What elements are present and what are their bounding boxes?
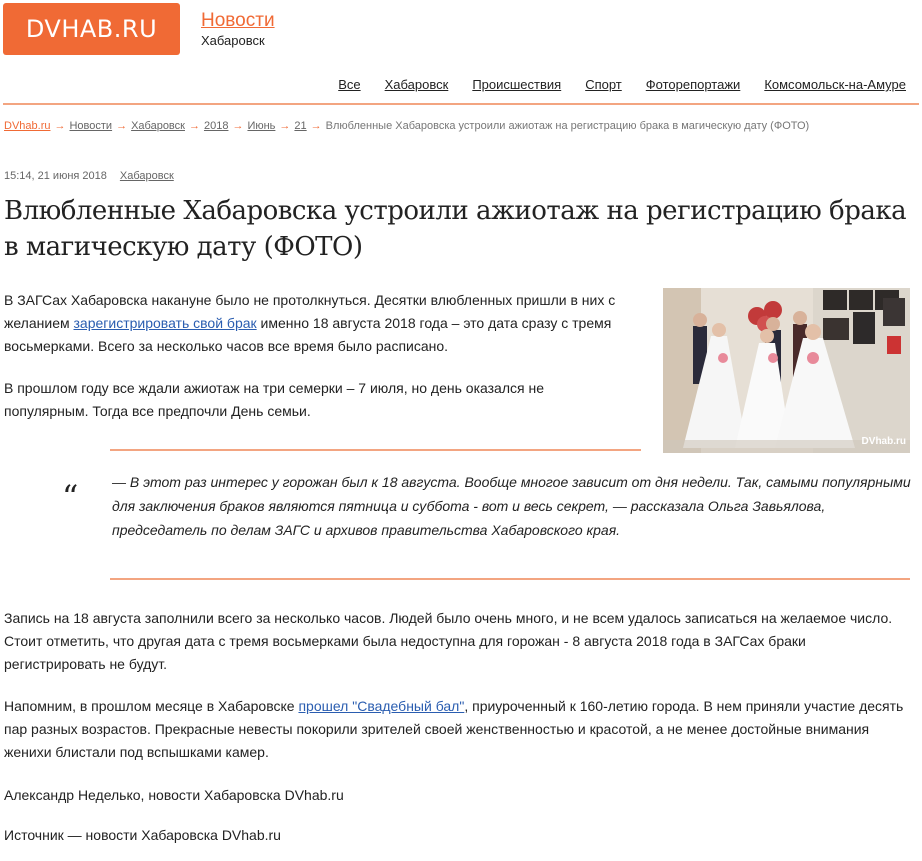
nav-item-sport[interactable]: Спорт: [585, 77, 622, 92]
breadcrumb-arrow-icon: →: [279, 120, 291, 132]
paragraph-4-text-end: , приуроченный к 160-летию города. В нем приняли участие десять пар разных возрастов. Прекрасные невесты покорили зрителей своей женственностью и красотой, а не менее достойные внимания женихи блистали под вспышками камер.: [4, 698, 904, 760]
breadcrumb-city[interactable]: Хабаровск: [131, 120, 185, 132]
article-meta: [4, 170, 174, 182]
breadcrumb-year[interactable]: 2018: [203, 120, 229, 132]
paragraph-1: [4, 289, 642, 358]
article-datetime: 15:14, 21 июня 2018: [4, 170, 107, 182]
breadcrumb-arrow-icon: →: [116, 120, 128, 132]
section-title-link[interactable]: Новости: [201, 10, 275, 31]
nav-item-all[interactable]: Все: [338, 77, 361, 92]
article-photo[interactable]: [663, 288, 910, 453]
photo-credit: DVhab.ru: [861, 436, 906, 447]
paragraph-2: В прошлом году все ждали ажиотаж на три семерки – 7 июля, но день оказался не популярным. Тогда все предпочли День семьи.: [4, 380, 544, 419]
article-author: Александр Неделько, новости Хабаровска DVhab.ru: [4, 787, 344, 803]
paragraph-3: Запись на 18 августа заполнили всего за несколько часов. Людей было очень много, и не всем удалось записаться на желаемое число. Стоит отметить, что другая дата с тремя восьмерками была недоступна для горожан - 8 августа 2018 года в ЗАГСах браки регистрировать не будут.: [4, 610, 893, 672]
paragraph-4: [4, 695, 909, 764]
header-divider: [3, 103, 919, 105]
quote-mark-icon: “: [62, 478, 79, 516]
article-category-link[interactable]: Хабаровск: [119, 170, 174, 182]
breadcrumb-news[interactable]: Новости: [69, 120, 113, 132]
wedding-ball-link[interactable]: прошел "Свадебный бал": [298, 698, 465, 714]
paragraph-1-text-end: именно 18 августа 2018 года – это дата сразу с тремя восьмерками. Всего за несколько часов все время было расписано.: [4, 315, 612, 354]
register-marriage-link[interactable]: зарегистрировать свой брак: [73, 315, 257, 331]
paragraph-4-text: Напомним, в прошлом месяце в Хабаровске: [4, 698, 299, 714]
quote-bottom-rule: [110, 578, 910, 580]
nav-item-komsomolsk[interactable]: Комсомольск-на-Амуре: [764, 77, 906, 92]
breadcrumb-arrow-icon: →: [310, 120, 322, 132]
breadcrumb-arrow-icon: →: [188, 120, 200, 132]
breadcrumb-home[interactable]: DVhab.ru: [4, 120, 51, 132]
nav-item-incidents[interactable]: Происшествия: [472, 77, 562, 92]
breadcrumb-current: Влюбленные Хабаровска устроили ажиотаж на регистрацию брака в магическую дату (ФОТО): [325, 120, 810, 132]
paragraph-1-text: В ЗАГСах Хабаровска накануне было не протолкнуться. Десятки влюбленных пришли в них с желанием: [4, 292, 616, 331]
section-header: [201, 10, 275, 48]
article-source: Источник — новости Хабаровска DVhab.ru: [4, 827, 281, 843]
breadcrumb-arrow-icon: →: [232, 120, 244, 132]
article-title: Влюбленные Хабаровска устроили ажиотаж на регистрацию брака в магическую дату (ФОТО): [4, 196, 907, 262]
article-quote: — В этот раз интерес у горожан был к 18 августа. Вообще многое зависит от дня недели. Так, самыми популярными для заключения браков являются пятница и суббота - вот и весь секрет, — рассказала Ольга Завьялова, председатель по делам ЗАГС и архивов правительства Хабаровского края.: [112, 474, 911, 538]
wedding-photo-image: [663, 288, 910, 453]
site-logo[interactable]: DVHAB.RU: [3, 3, 180, 55]
top-nav: [314, 77, 906, 92]
quote-top-rule: [110, 449, 641, 451]
nav-item-khabarovsk[interactable]: Хабаровск: [384, 77, 449, 92]
breadcrumb-month[interactable]: Июнь: [247, 120, 276, 132]
breadcrumb: [4, 120, 809, 132]
nav-item-photoreports[interactable]: Фоторепортажи: [645, 77, 741, 92]
breadcrumb-day[interactable]: 21: [294, 120, 307, 132]
section-subtitle: Хабаровск: [201, 33, 265, 48]
breadcrumb-arrow-icon: →: [54, 120, 66, 132]
